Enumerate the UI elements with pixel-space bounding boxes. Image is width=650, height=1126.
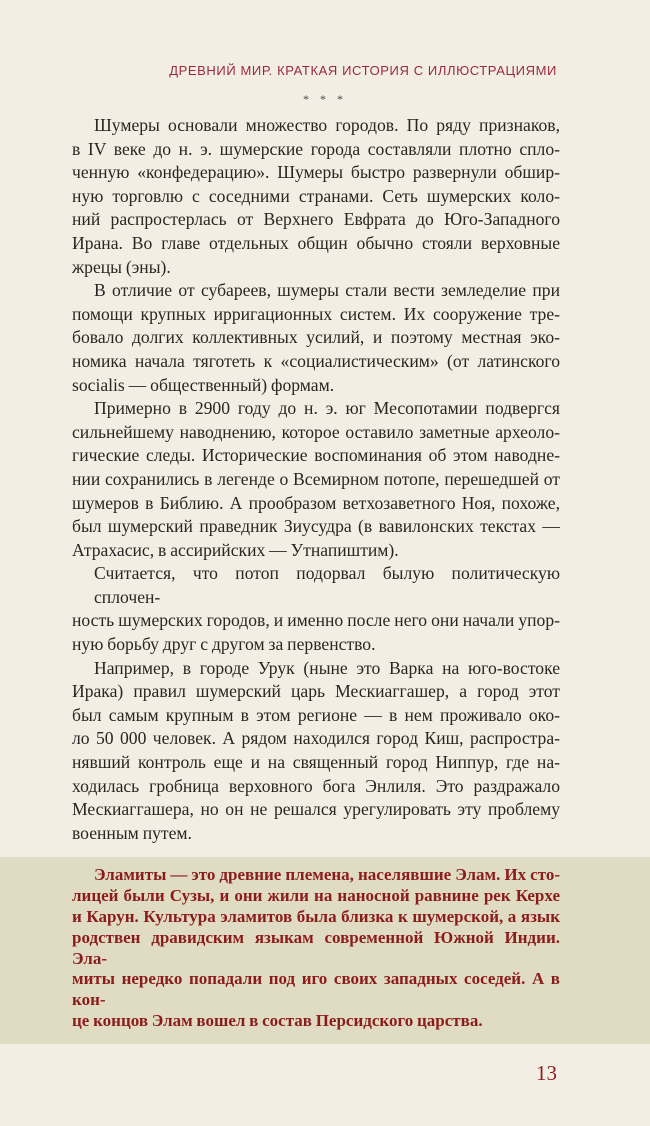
- sidebar-box-text: [72, 865, 560, 1031]
- paragraph-line: Атрахасис, в ассирийских — Утнапиштим).: [72, 539, 399, 560]
- paragraph-line: socialis — общественный) формам.: [72, 374, 335, 395]
- paragraph-line: ний распростерлась от Верхнего Евфрата до Юго-Западного: [72, 209, 560, 230]
- paragraph-line: сильнейшему наводнению, которое оставило заметные археоло-: [72, 421, 560, 442]
- paragraph-line: ходилась гробница верховного бога Энлиля. Это раздражало: [72, 775, 560, 796]
- paragraph-line: ченную «конфедерацию». Шумеры быстро развернули обшир-: [72, 162, 560, 183]
- main-text: [72, 114, 560, 845]
- paragraph-line: гические следы. Исторические воспоминания об этом наводне-: [72, 445, 560, 466]
- sidebar-line: миты нередко попадали под иго своих западных соседей. А в кон-: [72, 969, 560, 1010]
- paragraph-line: Примерно в 2900 году до н. э. юг Месопотамии подвергся: [94, 398, 560, 419]
- paragraph-line: ную борьбу друг с другом за первенство.: [72, 634, 376, 655]
- running-header: ДРЕВНИЙ МИР. КРАТКАЯ ИСТОРИЯ С ИЛЛЮСТРАЦИЯМИ: [169, 63, 557, 78]
- paragraph-line: Ирака) правил шумерский царь Мескиаггашер, а город этот: [72, 681, 560, 702]
- sidebar-line: родствен дравидским языкам современной Южной Индии. Эла-: [72, 927, 560, 968]
- paragraph-line: В отличие от субареев, шумеры стали вести земледелие при: [94, 280, 560, 301]
- paragraph-line: Ирана. Во главе отдельных общин обычно стояли верховные: [72, 232, 560, 253]
- paragraph-line: нявший контроль еще и на священный город Ниппур, где на-: [72, 752, 560, 773]
- paragraph-line: ную торговлю с соседними странами. Сеть шумерских коло-: [72, 185, 560, 206]
- section-separator: * * *: [303, 92, 347, 106]
- sidebar-box: [0, 857, 650, 1043]
- paragraph-line: Мескиаггашера, но он не решался урегулировать эту проблему: [72, 799, 560, 820]
- paragraph-line: Например, в городе Урук (ныне это Варка на юго-востоке: [94, 657, 560, 678]
- paragraph-line: номика начала тяготеть к «социалистическим» (от латинского: [72, 350, 560, 371]
- paragraph-line: нии сохранились в легенде о Всемирном потопе, перешедшей от: [72, 468, 560, 489]
- paragraph-line: помощи крупных ирригационных систем. Их сооружение тре-: [72, 303, 560, 324]
- paragraph-line: был шумерский праведник Зиусудра (в вавилонских текстах —: [72, 516, 560, 537]
- paragraph-line: военным путем.: [72, 822, 192, 843]
- paragraph-line: ность шумерских городов, и именно после него они начали упор-: [72, 610, 560, 631]
- sidebar-line: и Карун. Культура эламитов была близка к шумерской, а язык: [72, 907, 560, 926]
- sidebar-line: Эламиты — это древние племена, населявшие Элам. Их сто-: [94, 865, 560, 885]
- sidebar-line: це концов Элам вошел в состав Персидского царства.: [72, 1010, 483, 1030]
- paragraph-line: Шумеры основали множество городов. По ряду признаков,: [94, 115, 560, 135]
- paragraph-line: шумеров в Библию. А прообразом ветхозаветного Ноя, похоже,: [72, 492, 560, 513]
- paragraph-line: жрецы (эны).: [72, 256, 171, 277]
- paragraph-line: был самым крупным в этом регионе — в нем проживало око-: [72, 704, 560, 725]
- sidebar-line: лицей были Сузы, и они жили на наносной равнине рек Керхе: [72, 886, 560, 906]
- paragraph-line: Считается, что потоп подорвал былую политическую сплочен-: [94, 563, 560, 607]
- paragraph-line: бовало долгих коллективных усилий, и поэтому местная эко-: [72, 327, 560, 348]
- page-number: 13: [536, 1060, 557, 1085]
- paragraph-line: в IV веке до н. э. шумерские города составляли плотно спло-: [72, 138, 560, 159]
- paragraph-line: ло 50 000 человек. А рядом находился город Киш, распростра-: [72, 728, 560, 749]
